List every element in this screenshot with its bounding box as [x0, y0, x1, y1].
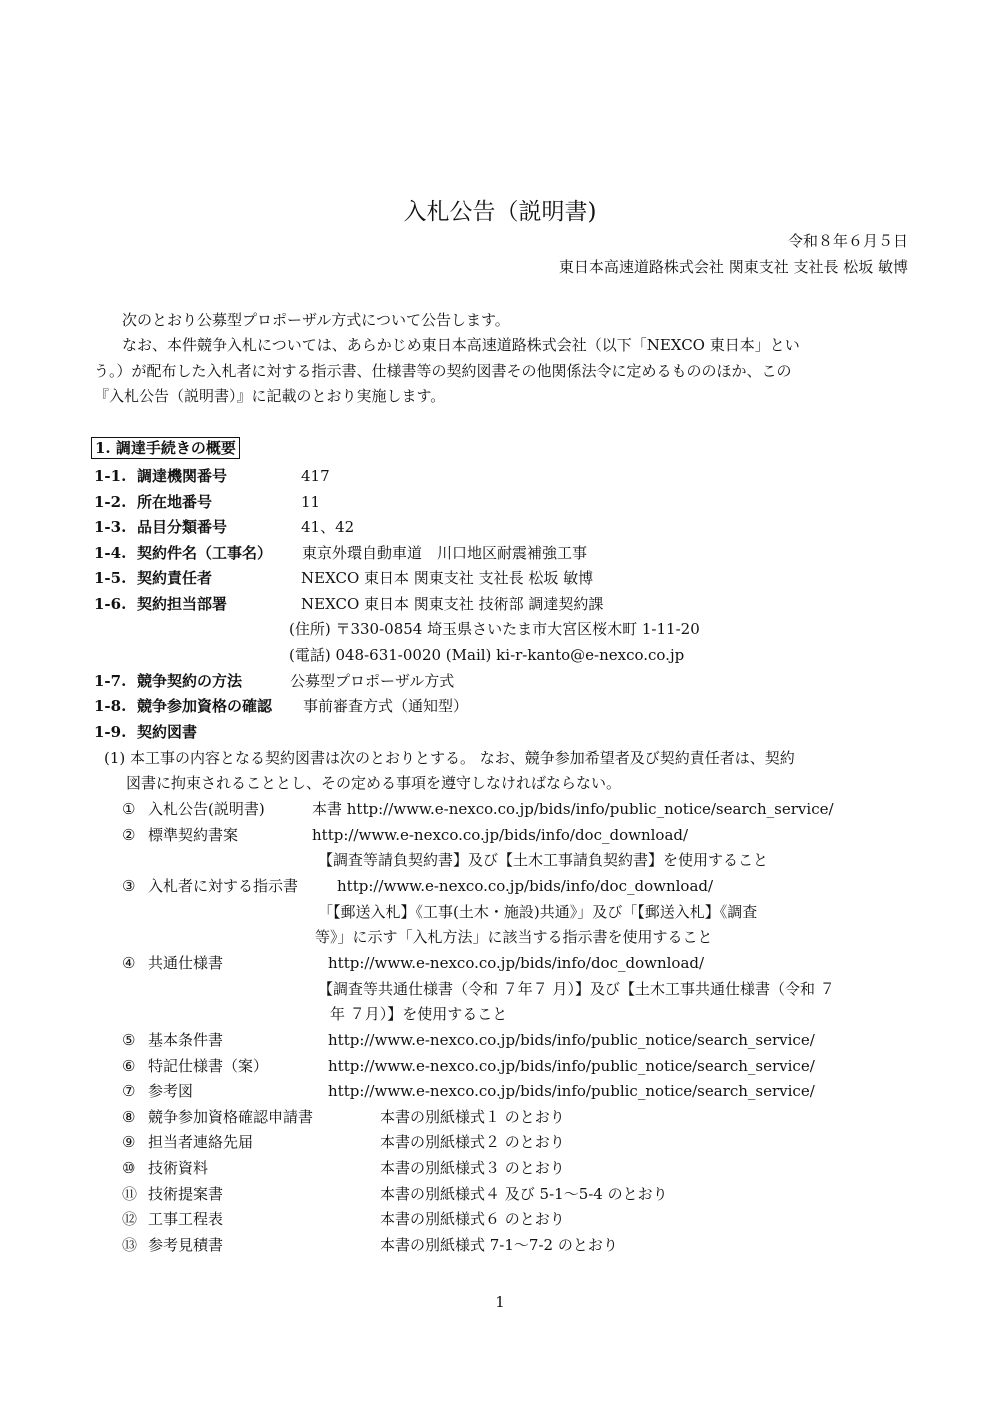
- intro-line: 『入札公告（説明書）』に記載のとおり実施します。: [94, 387, 446, 405]
- doc-mark: ⑩: [122, 1159, 136, 1177]
- item-value: 11: [301, 493, 321, 511]
- doc-name: 参考図: [148, 1082, 194, 1100]
- doc-value: http://www.e-nexco.co.jp/bids/info/public_notice/search_service/: [328, 1031, 815, 1049]
- doc-value: 本書の別紙様式３ のとおり: [380, 1159, 565, 1177]
- doc-name: 技術提案書: [148, 1185, 224, 1203]
- item-value: NEXCO 東日本 関東支社 支社長 松坂 敏博: [301, 569, 594, 587]
- page-number: 1: [495, 1293, 505, 1311]
- item-number: 1-2.: [94, 493, 127, 511]
- doc-mark: ④: [122, 954, 136, 972]
- doc-mark: ⑧: [122, 1108, 136, 1126]
- doc-name: 技術資料: [148, 1159, 209, 1177]
- doc-mark: ③: [122, 877, 136, 895]
- doc-mark: ①: [122, 800, 136, 818]
- doc-mark: ⑥: [122, 1057, 136, 1075]
- item-number: 1-6.: [94, 595, 127, 613]
- paragraph-line: (1) 本工事の内容となる契約図書は次のとおりとする。 なお、競争参加希望者及び契約責任者は、契約: [104, 749, 795, 767]
- doc-value: 本書の別紙様式６ のとおり: [380, 1210, 565, 1228]
- item-value: 公募型プロポーザル方式: [290, 672, 455, 690]
- doc-name: 入札公告(説明書): [148, 800, 265, 818]
- item-label: 競争契約の方法: [137, 672, 243, 690]
- doc-name: 工事工程表: [148, 1210, 224, 1228]
- item-label: 契約責任者: [137, 569, 213, 587]
- paragraph-line: 図書に拘束されることとし、その定める事項を遵守しなければならない。: [126, 774, 622, 792]
- doc-note: 年 ７月）】を使用すること: [330, 1005, 508, 1023]
- intro-line: 次のとおり公募型プロポーザル方式について公告します。: [122, 311, 510, 329]
- section-heading: 1. 調達手続きの概要: [91, 437, 240, 459]
- doc-note: 【調査等請負契約書】及び【土木工事請負契約書】を使用すること: [318, 851, 769, 869]
- doc-note: 「【郵送入札】《工事(土木・施設)共通》」及び「【郵送入札】《調査: [318, 903, 758, 921]
- item-number: 1-7.: [94, 672, 127, 690]
- doc-mark: ⑦: [122, 1082, 136, 1100]
- doc-mark: ②: [122, 826, 136, 844]
- doc-value: http://www.e-nexco.co.jp/bids/info/public_notice/search_service/: [328, 1057, 815, 1075]
- doc-name: 担当者連絡先届: [148, 1133, 254, 1151]
- item-label: 品目分類番号: [137, 518, 228, 536]
- item-value: 事前審査方式（通知型）: [303, 697, 469, 715]
- item-label: 調達機関番号: [137, 467, 228, 485]
- doc-value: 本書の別紙様式２ のとおり: [380, 1133, 565, 1151]
- item-number: 1-9.: [94, 723, 127, 741]
- doc-value: http://www.e-nexco.co.jp/bids/info/doc_download/: [312, 826, 689, 844]
- doc-mark: ⑪: [122, 1185, 138, 1203]
- doc-value: 本書 http://www.e-nexco.co.jp/bids/info/public_notice/search_service/: [312, 800, 834, 818]
- doc-mark: ⑤: [122, 1031, 136, 1049]
- doc-mark: ⑬: [122, 1236, 138, 1254]
- doc-value: 本書の別紙様式４ 及び 5-1～5-4 のとおり: [380, 1185, 668, 1203]
- doc-mark: ⑨: [122, 1133, 136, 1151]
- doc-value: 本書の別紙様式１ のとおり: [380, 1108, 565, 1126]
- doc-note: 【調査等共通仕様書（令和 ７年７ 月）】及び【土木工事共通仕様書（令和 ７: [318, 980, 835, 998]
- doc-name: 入札者に対する指示書: [148, 877, 299, 895]
- doc-value: http://www.e-nexco.co.jp/bids/info/doc_download/: [328, 954, 705, 972]
- doc-name: 特記仕様書（案）: [148, 1057, 269, 1075]
- item-label: 所在地番号: [137, 493, 213, 511]
- contact: (電話) 048-631-0020 (Mail) ki-r-kanto@e-nexco.co.jp: [289, 646, 685, 664]
- page-title: 入札公告（説明書): [403, 199, 597, 225]
- doc-name: 競争参加資格確認申請書: [148, 1108, 314, 1126]
- intro-line: う。）が配布した入札者に対する指示書、仕様書等の契約図書その他関係法令に定めるもののほか、この: [94, 362, 792, 380]
- doc-name: 基本条件書: [148, 1031, 224, 1049]
- doc-name: 共通仕様書: [148, 954, 224, 972]
- item-number: 1-5.: [94, 569, 127, 587]
- item-value: 417: [301, 467, 330, 485]
- item-value: NEXCO 東日本 関東支社 技術部 調達契約課: [301, 595, 604, 613]
- item-number: 1-1.: [94, 467, 127, 485]
- item-label: 契約図書: [137, 723, 198, 741]
- item-number: 1-3.: [94, 518, 127, 536]
- doc-value: http://www.e-nexco.co.jp/bids/info/doc_download/: [337, 877, 714, 895]
- item-label: 契約担当部署: [137, 595, 228, 613]
- doc-value: http://www.e-nexco.co.jp/bids/info/public_notice/search_service/: [328, 1082, 815, 1100]
- item-label: 競争参加資格の確認: [137, 697, 273, 715]
- address: (住所) 〒330-0854 埼玉県さいたま市大宮区桜木町 1-11-20: [289, 620, 700, 638]
- item-number: 1-4.: [94, 544, 127, 562]
- doc-name: 標準契約書案: [148, 826, 239, 844]
- doc-mark: ⑫: [122, 1210, 138, 1228]
- item-value: 41、42: [301, 518, 355, 536]
- doc-name: 参考見積書: [148, 1236, 224, 1254]
- doc-value: 本書の別紙様式 7-1～7-2 のとおり: [380, 1236, 618, 1254]
- doc-note: 等》」に示す「入札方法」に該当する指示書を使用すること: [315, 928, 713, 946]
- item-value: 東京外環自動車道 川口地区耐震補強工事: [302, 544, 588, 562]
- item-number: 1-8.: [94, 697, 127, 715]
- intro-line: なお、本件競争入札については、あらかじめ東日本高速道路株式会社（以下「NEXCO 東日本」とい: [122, 336, 800, 354]
- issuer: 東日本高速道路株式会社 関東支社 支社長 松坂 敏博: [558, 258, 908, 276]
- notice-date: 令和８年６月５日: [787, 232, 908, 250]
- item-label: 契約件名（工事名）: [137, 544, 273, 562]
